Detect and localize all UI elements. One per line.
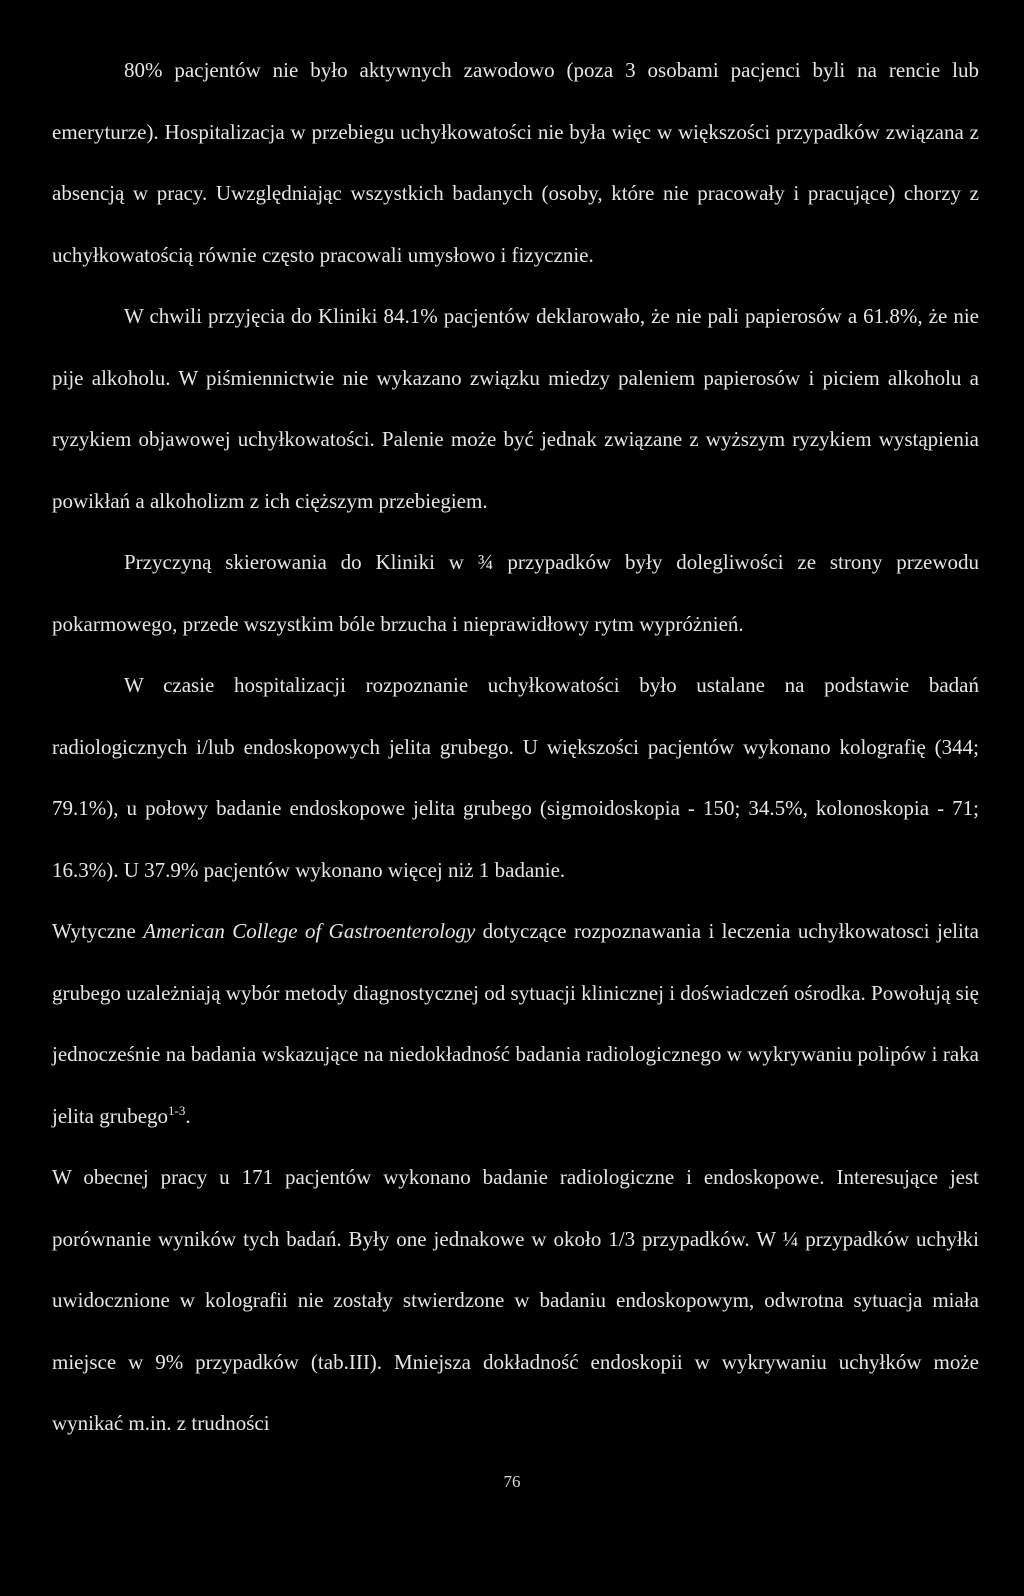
paragraph-comparison: W obecnej pracy u 171 pacjentów wykonano badanie radiologiczne i endoskopowe. Interesujące jest porównanie wyników tych badań. Były one jednakowe w około 1/3 przypadków. W ¼ przypadków uchyłki uwidocznione w kolografii nie zostały stwierdzone w badaniu endoskopowym, odwrotna sytuacja miała miejsce w 9% przypadków (tab.III). Mniejsza dokładność endoskopii w wykrywaniu uchyłków może wynikać m.in. z trudności	[52, 1165, 979, 1435]
document-page	[52, 40, 979, 1455]
guidelines-text-after: dotyczące rozpoznawania i leczenia uchyłkowatosci jelita grubego uzależniają wybór metody diagnostycznej od sytuacji klinicznej i doświadczeń ośrodka. Powołują się jednocześnie na badania wskazujące na niedokładność badania radiologicznego w wykrywaniu polipów i raka jelita grubego	[52, 919, 980, 1128]
guidelines-text-end: .	[185, 1103, 191, 1128]
page-number: 76	[503, 1472, 521, 1491]
paragraph-smoking-alcohol: W chwili przyjęcia do Kliniki 84.1% pacjentów deklarowało, że nie pali papierosów a 61.8%, że nie pije alkoholu. W piśmiennictwie nie wykazano związku miedzy paleniem papierosów i piciem alkoholu a ryzykiem objawowej uchyłkowatości. Palenie może być jednak związane z wyższym ryzykiem wystąpienia powikłań a alkoholizm z ich cięższym przebiegiem.	[52, 304, 979, 513]
paragraph-referral-reason: Przyczyną skierowania do Kliniki w ¾ przypadków były dolegliwości ze strony przewodu pokarmowego, przede wszystkim bóle brzucha i nieprawidłowy rytm wypróżnień.	[52, 550, 979, 636]
paragraph-guidelines	[52, 901, 979, 1147]
guidelines-org-name: American College of Gastroenterology	[143, 919, 476, 943]
paragraph-employment: 80% pacjentów nie było aktywnych zawodowo (poza 3 osobami pacjenci byli na rencie lub emeryturze). Hospitalizacja w przebiegu uchyłkowatości nie była więc w większości przypadków związana z absencją w pracy. Uwzględniając wszystkich badanych (osoby, które nie pracowały i pracujące) chorzy z uchyłkowatością równie często pracowali umysłowo i fizycznie.	[52, 58, 979, 267]
paragraph-diagnosis-methods: W czasie hospitalizacji rozpoznanie uchyłkowatości było ustalane na podstawie badań radiologicznych i/lub endoskopowych jelita grubego. U większości pacjentów wykonano kolografię (344; 79.1%), u połowy badanie endoskopowe jelita grubego (sigmoidoskopia - 150; 34.5%, kolonoskopia - 71; 16.3%). U 37.9% pacjentów wykonano więcej niż 1 badanie.	[52, 673, 979, 882]
guidelines-text-before: Wytyczne	[52, 919, 136, 943]
citation-superscript: 1-3	[168, 1102, 186, 1118]
